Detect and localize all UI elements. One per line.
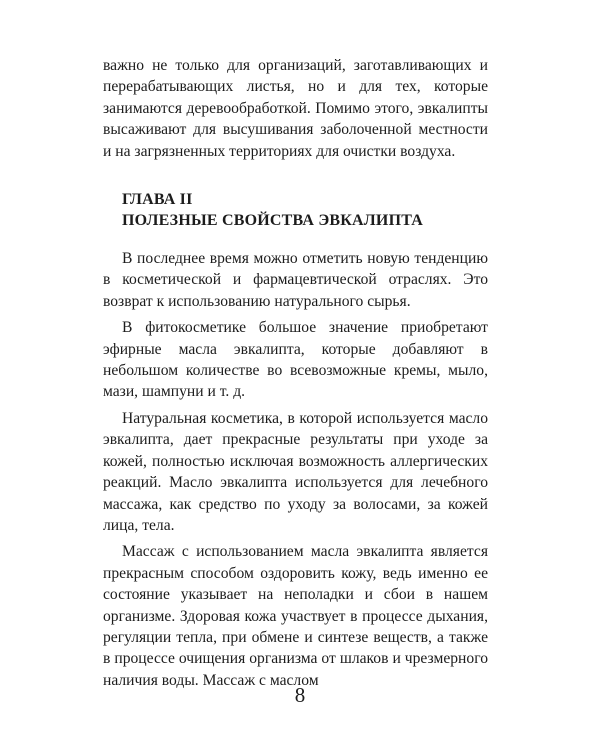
- body-paragraph: В последнее время можно отметить новую тенденцию в косметической и фармацевтической отраслях. Это возврат к использованию натурального сырья.: [103, 250, 488, 310]
- text-column: [103, 55, 488, 691]
- body-paragraph: Натуральная косметика, в которой используется масло эвкалипта, дает прекрасные результаты при уходе за кожей, полностью исключая возможность аллергических реакций. Масло эвкалипта используется для лечебного массажа, как средство по уходу за волосами, за кожей лица, тела.: [103, 409, 488, 534]
- chapter-title: ПОЛЕЗНЫЕ СВОЙСТВА ЭВКАЛИПТА: [122, 212, 424, 230]
- page-number: 8: [294, 683, 306, 707]
- continuation-paragraph: важно не только для организаций, заготавливающих и перерабатывающих листья, но и для тех, которые занимаются деревообработкой. Помимо этого, эвкалипты высаживают для высушивания заболоченной местности и на загрязненных территориях для очистки воздуха.: [103, 57, 488, 160]
- body-paragraph: Массаж с использованием масла эвкалипта является прекрасным способом оздоровить кожу, ведь именно ее состояние указывает на неполадки и сбои в нашем организме. Здоровая кожа участвует в процессе дыхания, регуляции тепла, при обмене и синтезе веществ, а также в процессе очищения организма от шлаков и чрезмерного наличия воды. Массаж с маслом: [103, 543, 488, 689]
- chapter-number: ГЛАВА II: [122, 191, 193, 209]
- chapter-heading: [122, 189, 488, 231]
- body-paragraph: В фитокосметике большое значение приобретают эфирные масла эвкалипта, которые добавляют в небольшом количестве во всевозможные кремы, мыло, мази, шампуни и т. д.: [103, 319, 488, 401]
